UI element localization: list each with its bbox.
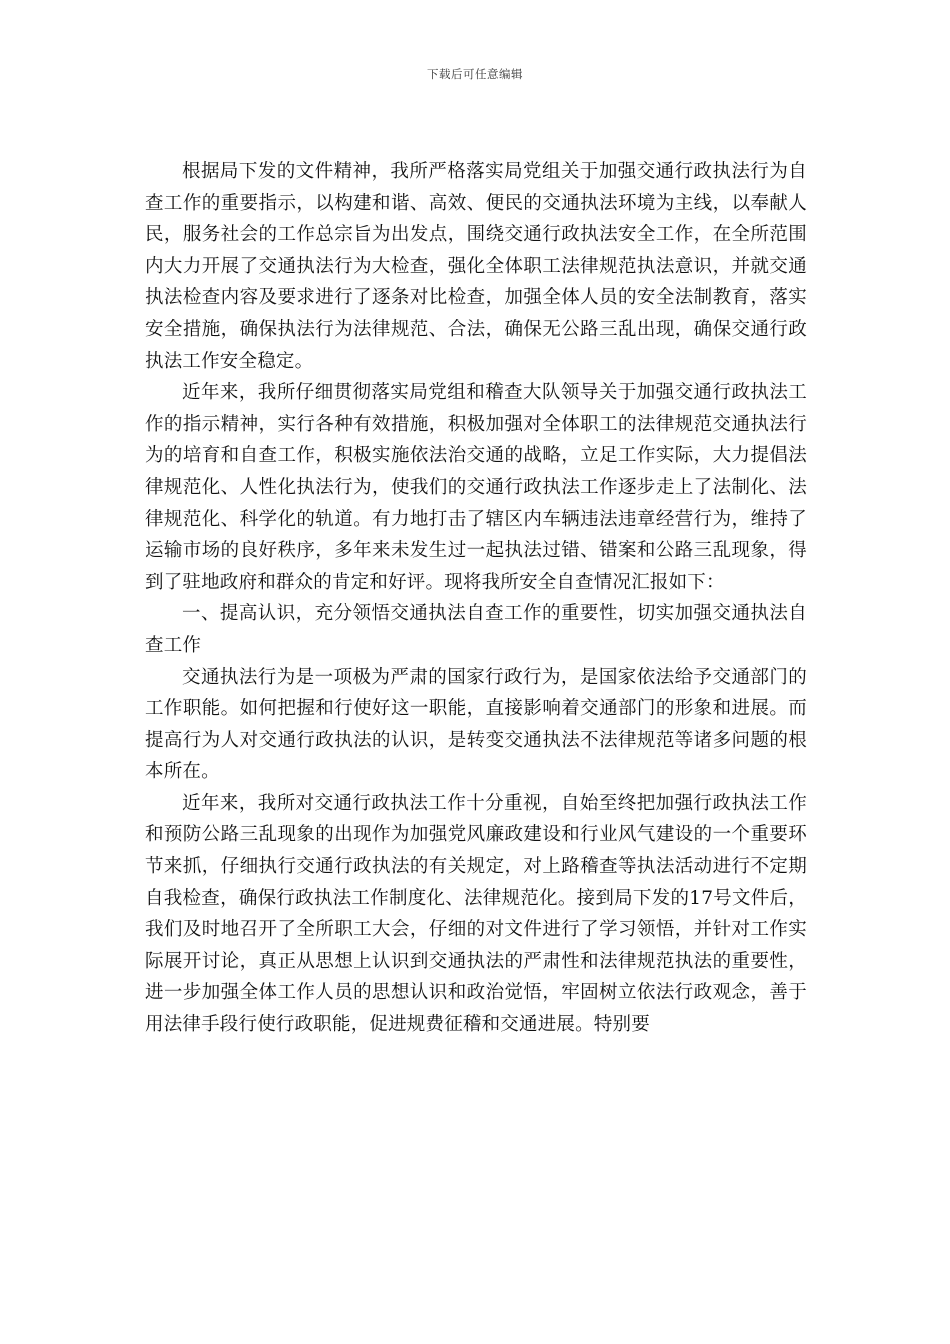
paragraph-background: 近年来，我所仔细贯彻落实局党组和稽查大队领导关于加强交通行政执法工作的指示精神，实行各种有效措施，积极加强对全体职工的法律规范交通执法行为的培育和自查工作，积极实施依法治交通的战略，立足工作实际，大力提倡法律规范化、人性化执法行为，使我们的交通行政执法工作逐步走上了法制化、法律规范化、科学化的轨道。有力地打击了辖区内车辆违法违章经营行为，维持了运输市场的良好秩序，多年来未发生过一起执法过错、错案和公路三乱现象，得到了驻地政府和群众的肯定和好评。现将我所安全自查情况汇报如下： [145,382,807,593]
section-heading-1: 一、提高认识，充分领悟交通执法自查工作的重要性，切实加强交通执法自查工作 [145,603,807,656]
document-body [145,156,807,1041]
paragraph-law-enforcement: 交通执法行为是一项极为严肃的国家行政行为，是国家依法给予交通部门的工作职能。如何把握和行使好这一职能，直接影响着交通部门的形象和进展。而提高行为人对交通行政执法的认识，是转变交通执法不法律规范等诸多问题的根本所在。 [145,666,807,783]
paragraph-recent-years: 近年来，我所对交通行政执法工作十分重视，自始至终把加强行政执法工作和预防公路三乱现象的出现作为加强党风廉政建设和行业风气建设的一个重要环节来抓，仔细执行交通行政执法的有关规定，对上路稽查等执法活动进行不定期自我检查，确保行政执法工作制度化、法律规范化。接到局下发的17号文件后，我们及时地召开了全所职工大会，仔细的对文件进行了学习领悟，并针对工作实际展开讨论，真正从思想上认识到交通执法的严肃性和法律规范执法的重要性，进一步加强全体工作人员的思想认识和政治觉悟，牢固树立依法行政观念，善于用法律手段行使行政职能，促进规费征稽和交通进展。特别要 [145,792,807,1036]
header-note: 下载后可任意编辑 [427,67,523,81]
paragraph-intro: 根据局下发的文件精神，我所严格落实局党组关于加强交通行政执法行为自查工作的重要指示，以构建和谐、高效、便民的交通执法环境为主线，以奉献人民，服务社会的工作总宗旨为出发点，围绕交通行政执法安全工作，在全所范围内大力开展了交通执法行为大检查，强化全体职工法律规范执法意识，并就交通执法检查内容及要求进行了逐条对比检查，加强全体人员的安全法制教育，落实安全措施，确保执法行为法律规范、合法，确保无公路三乱出现，确保交通行政执法工作安全稳定。 [145,161,807,372]
